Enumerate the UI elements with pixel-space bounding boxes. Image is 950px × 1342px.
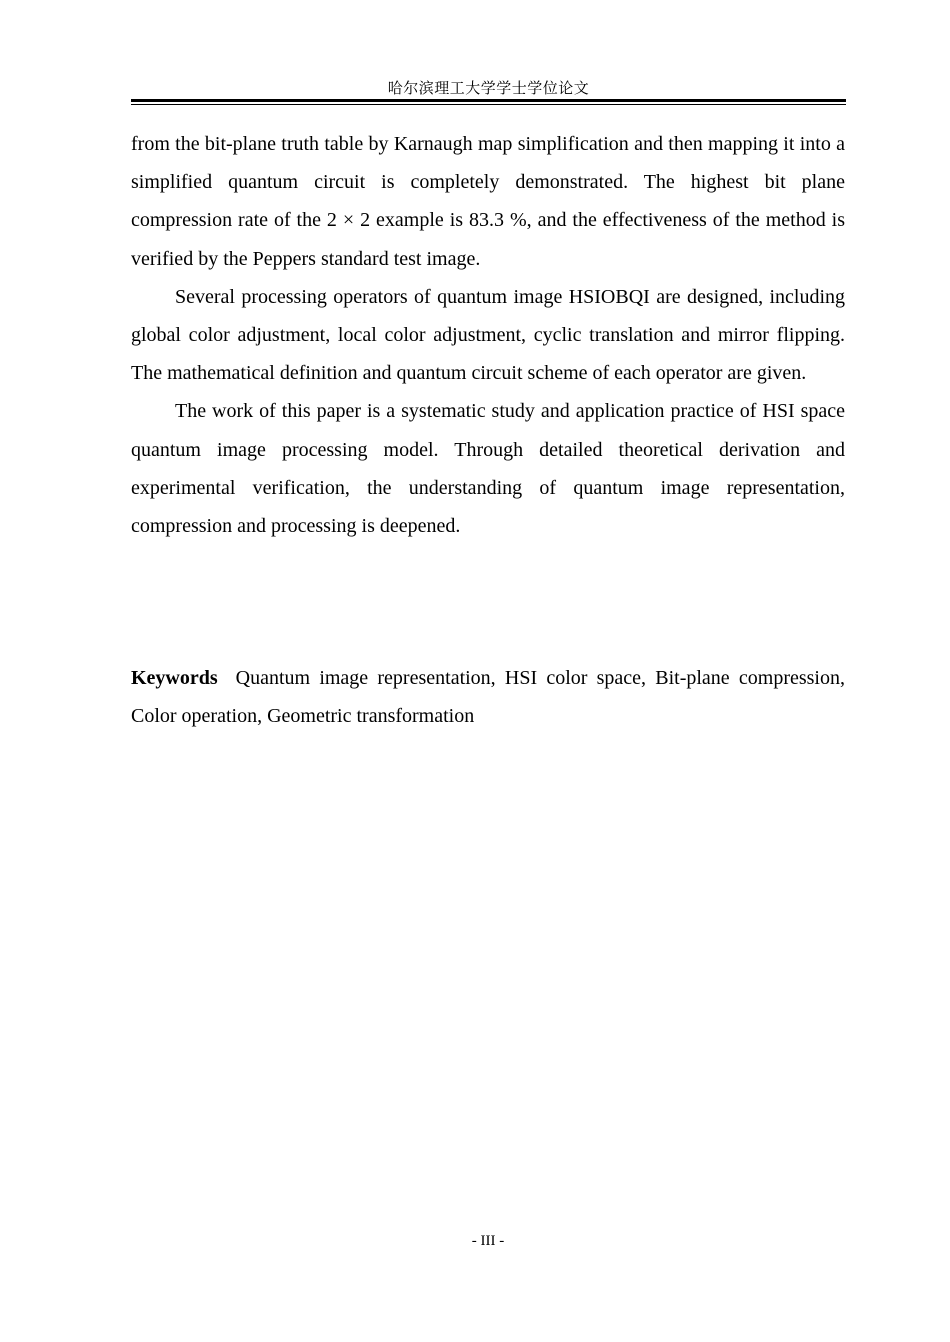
- keywords-text: Quantum image representation, HSI color space, Bit-plane compression, Color operation, Geometric transformation: [131, 667, 845, 728]
- abstract-body: [131, 125, 845, 545]
- page-number: - III -: [471, 1233, 505, 1249]
- header-rule-thick: [131, 99, 846, 102]
- paragraph-continuation: from the bit-plane truth table by Karnaugh map simplification and then mapping it into a simplified quantum circuit is completely demonstrated. The highest bit plane compression rate of the 2 × 2 example is 83.3 %, and the effectiveness of the method is verified by the Peppers standard test image.: [131, 133, 845, 270]
- keywords-section: [131, 659, 845, 735]
- header-rule-thin: [131, 104, 846, 105]
- running-header: 哈尔滨理工大学学士学位论文: [387, 81, 590, 97]
- paragraph-conclusion: The work of this paper is a systematic study and application practice of HSI space quantum image processing model. Through detailed theoretical derivation and experimental verification, the understanding of quantum image representation, compression and processing is deepened.: [131, 400, 845, 538]
- keywords-label: Keywords: [131, 667, 218, 689]
- paragraph-operators: Several processing operators of quantum image HSIOBQI are designed, including global color adjustment, local color adjustment, cyclic translation and mirror flipping. The mathematical definition and quantum circuit scheme of each operator are given.: [131, 285, 845, 385]
